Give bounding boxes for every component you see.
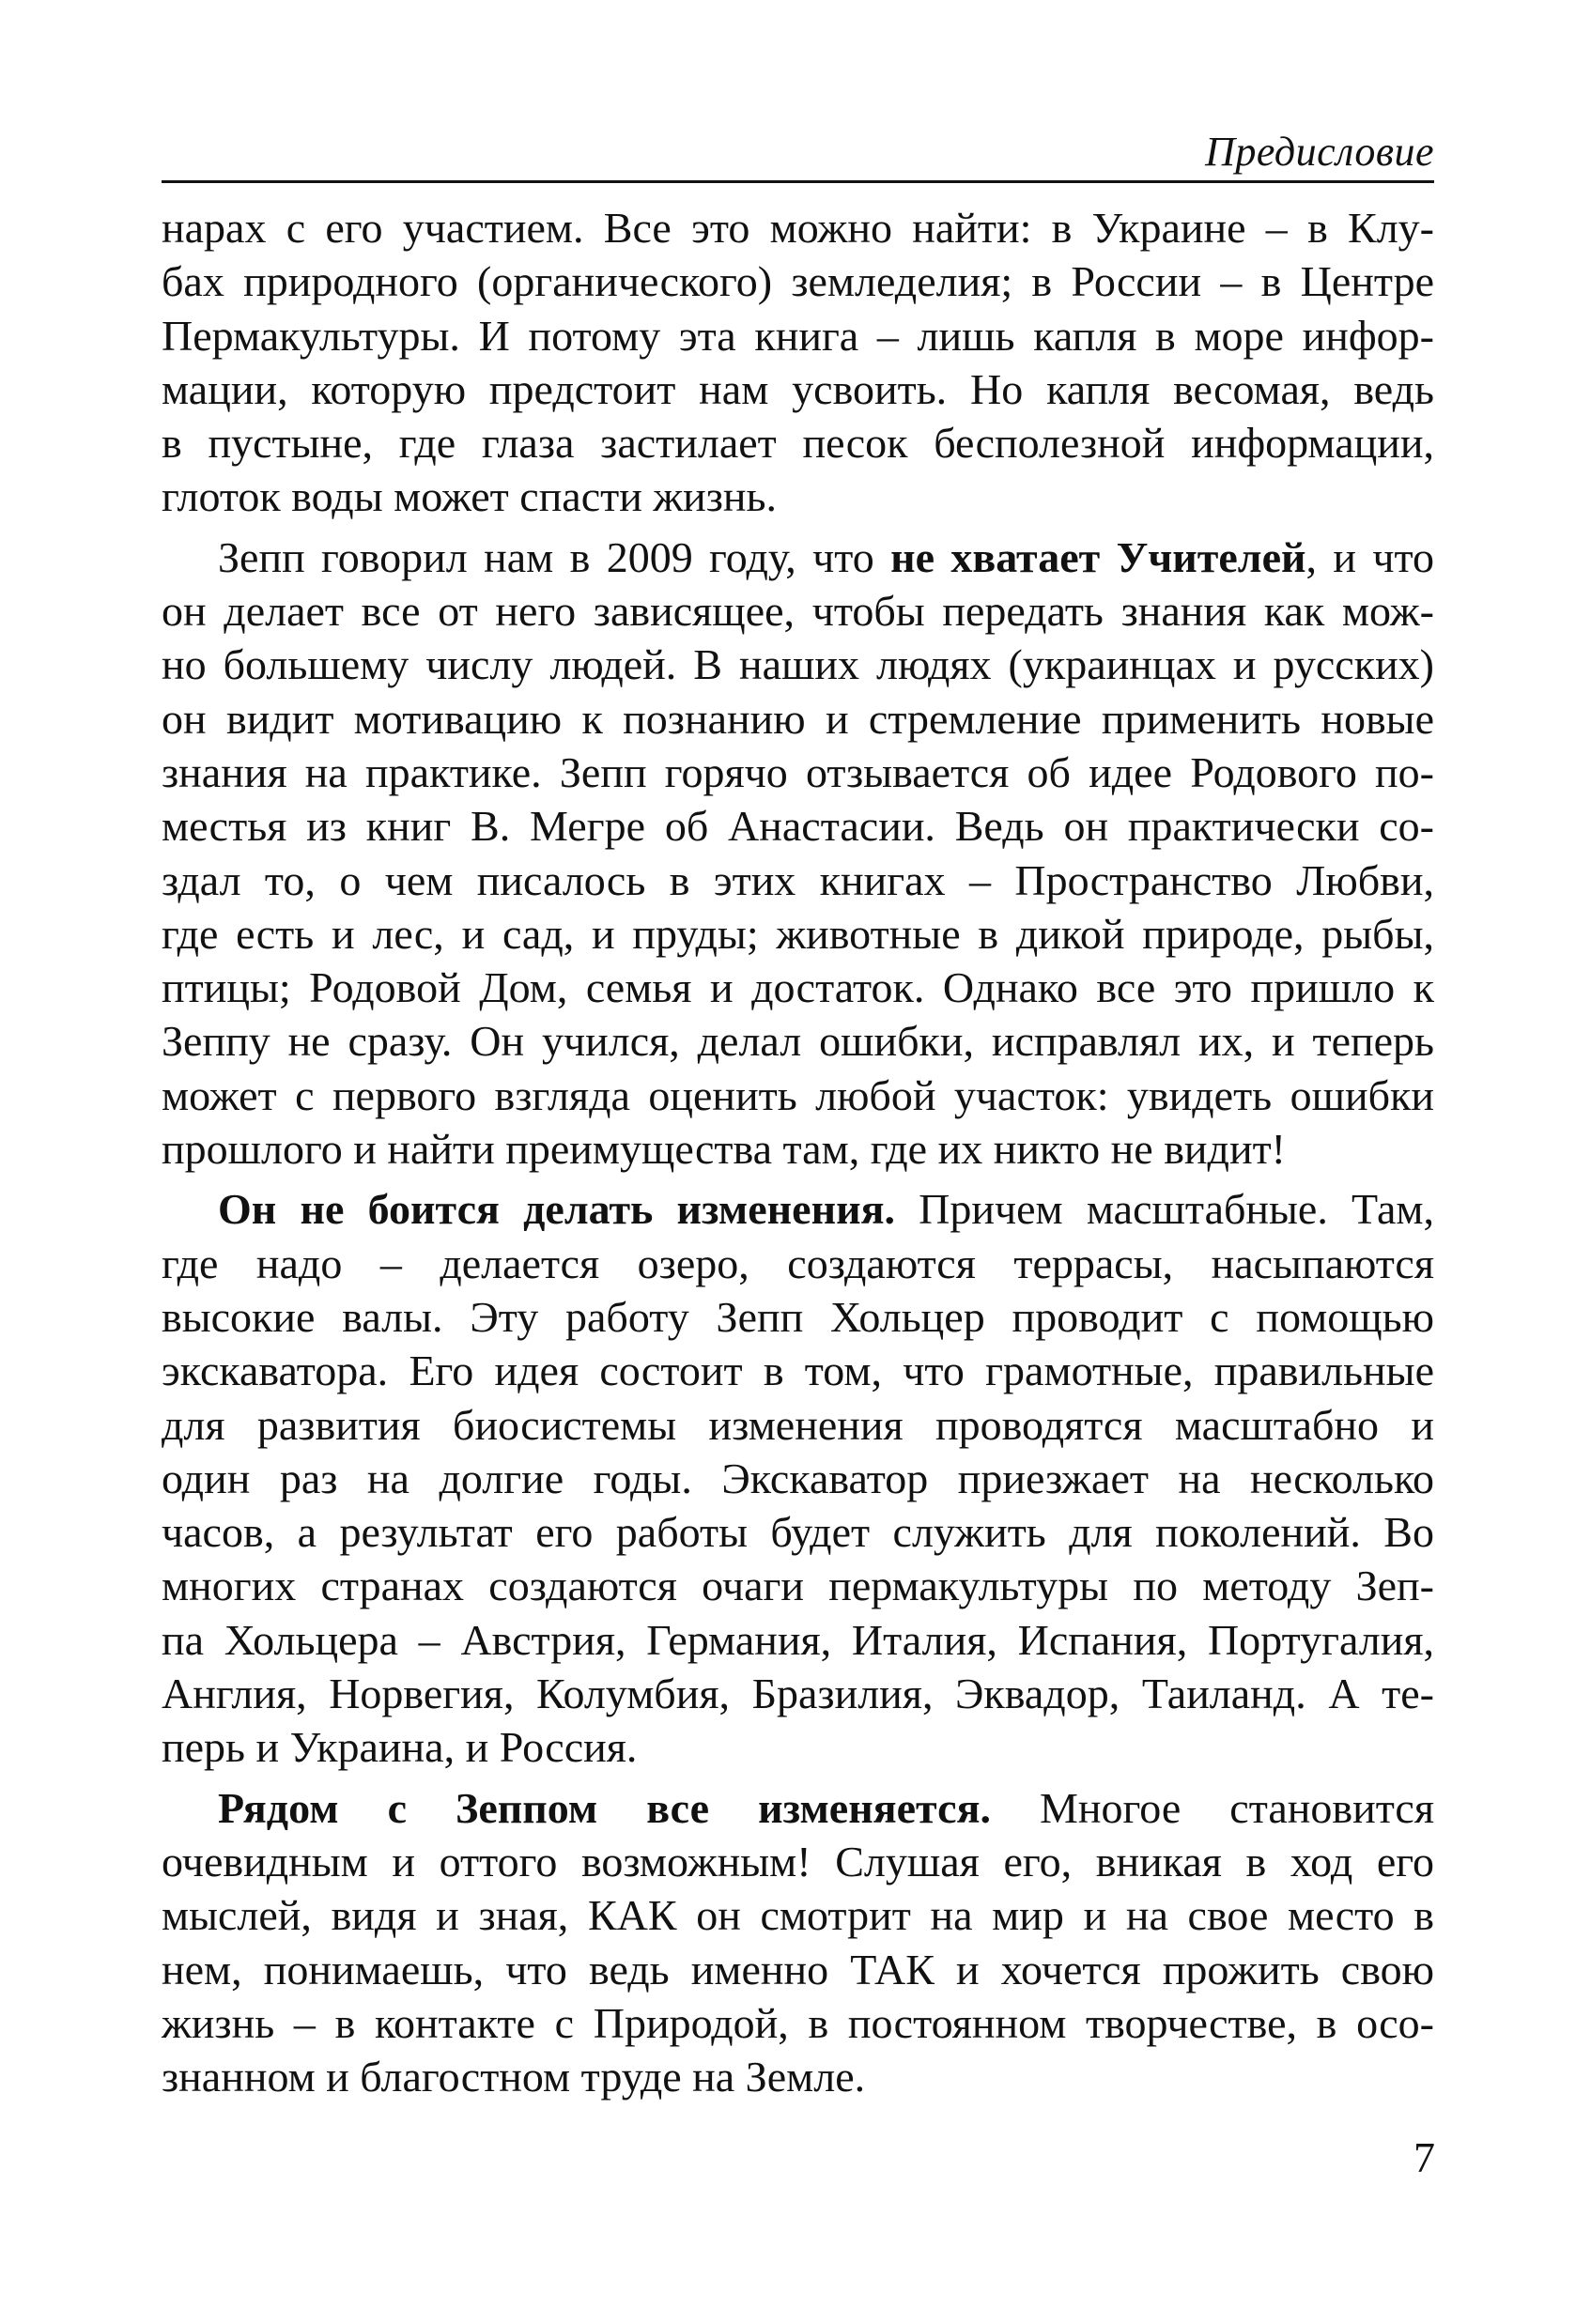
text-line: часов, а результат его работы будет служить для поколений. Во [162, 1508, 1434, 1557]
text-run: Многое становится [990, 1783, 1434, 1832]
paragraph-3 [162, 1182, 1434, 1774]
text-line: мации, которую предстоит нам усвоить. Но капля весомая, ведь [162, 364, 1434, 413]
text-line: прошлого и найти преимущества там, где их никто не видит! [162, 1125, 1286, 1174]
text-line: жизнь – в контакте с Природой, в постоянном творчестве, в осо- [162, 1998, 1434, 2047]
paragraph-4 [162, 1781, 1434, 2104]
text-line: может с первого взгляда оценить любой участок: увидеть ошибки [162, 1070, 1434, 1119]
text-line: Пермакультуры. И потому эта книга – лишь капля в море инфор- [162, 311, 1434, 360]
text-line: знанном и благостном труде на Земле. [162, 2053, 866, 2101]
text-line: Англия, Норвегия, Колумбия, Бразилия, Эквадор, Таиланд. А те- [162, 1670, 1434, 1718]
emphasis-text: Рядом с Зеппом все изменяется. [218, 1783, 991, 1832]
emphasis-text: не хватает Учителей [890, 532, 1306, 581]
text-run: Зепп говорил нам в 2009 году, что [218, 532, 891, 581]
page-number: 7 [1413, 2133, 1435, 2181]
section-title: Предисловие [1205, 129, 1434, 175]
text-line [162, 1182, 1434, 1236]
text-line: перь и Украина, и Россия. [162, 1723, 638, 1772]
text-line: экскаватора. Его идея состоит в том, что грамотные, правильные [162, 1347, 1434, 1395]
text-line [162, 1781, 1434, 1835]
text-line: мыслей, видя и зная, КАК он смотрит на мир и на свое место в [162, 1891, 1434, 1940]
text-line: бах природного (органического) земледелия; в России – в Центре [162, 257, 1434, 306]
text-run: Причем масштабные. Там, [894, 1185, 1434, 1234]
text-line: па Хольцера – Австрия, Германия, Италия, Испания, Португалия, [162, 1615, 1434, 1664]
text-run: , и что [1305, 532, 1434, 581]
text-line: в пустыне, где глаза застилает песок бесполезной информации, [162, 419, 1434, 468]
text-line: он делает все от него зависящее, чтобы передать знания как мож- [162, 587, 1434, 636]
text-line: но большему числу людей. В наших людях (украинцах и русских) [162, 640, 1434, 689]
text-line: здал то, о чем писалось в этих книгах – Пространство Любви, [162, 855, 1434, 904]
text-line: Зеппу не сразу. Он учился, делал ошибки, исправлял их, и теперь [162, 1017, 1434, 1066]
paragraph-1 [162, 201, 1434, 524]
text-line [162, 531, 1434, 584]
text-line: многих странах создаются очаги пермакультуры по методу Зеп- [162, 1562, 1434, 1610]
text-line: местья из книг В. Мегре об Анастасии. Ведь он практически со- [162, 802, 1434, 851]
text-line: где есть и лес, и сад, и пруды; животные в дикой природе, рыбы, [162, 909, 1434, 958]
text-line: глоток воды может спасти жизнь. [162, 472, 778, 521]
text-line: очевидным и оттого возможным! Слушая его, вникая в ход его [162, 1837, 1434, 1885]
header-rule [162, 180, 1434, 183]
text-line: он видит мотивацию к познанию и стремление применить новые [162, 694, 1434, 743]
text-line: нем, понимаешь, что ведь именно ТАК и хочется прожить свою [162, 1945, 1434, 1993]
text-line: один раз на долгие годы. Экскаватор приезжает на несколько [162, 1454, 1434, 1502]
text-line: высокие валы. Эту работу Зепп Хольцер проводит с помощью [162, 1292, 1434, 1341]
text-line: птицы; Родовой Дом, семья и достаток. Однако все это пришло к [162, 963, 1434, 1012]
text-line: где надо – делается озеро, создаются террасы, насыпаются [162, 1239, 1434, 1287]
text-line: нарах с его участием. Все это можно найти: в Украине – в Клу- [162, 204, 1434, 252]
text-line: для развития биосистемы изменения проводятся масштабно и [162, 1400, 1434, 1449]
text-line: знания на практике. Зепп горячо отзывается об идее Родового по- [162, 747, 1434, 796]
emphasis-text: Он не боится делать изменения. [218, 1185, 895, 1234]
paragraph-2 [162, 531, 1434, 1177]
body-text [162, 201, 1434, 2103]
running-header [162, 122, 1434, 188]
